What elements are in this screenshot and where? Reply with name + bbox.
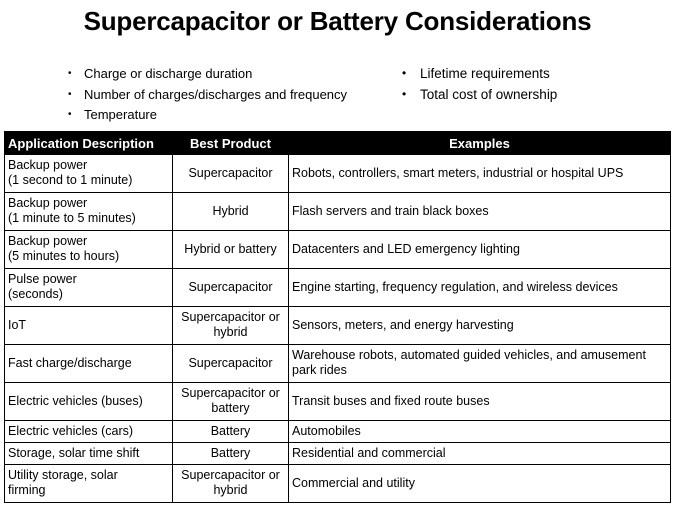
application-description-cell xyxy=(5,155,173,193)
best-product-cell: Hybrid or battery xyxy=(173,231,289,269)
application-description-cell: Electric vehicles (cars) xyxy=(5,421,173,443)
considerations-list-left xyxy=(66,64,347,126)
examples-cell: Sensors, meters, and energy harvesting xyxy=(289,307,671,345)
bullet-item: • Total cost of ownership xyxy=(402,84,557,105)
examples-cell: Commercial and utility xyxy=(289,465,671,503)
best-product-cell: Supercapacitor xyxy=(173,155,289,193)
examples-cell: Transit buses and fixed route buses xyxy=(289,383,671,421)
application-description-cell: IoT xyxy=(5,307,173,345)
best-product-cell: Battery xyxy=(173,443,289,465)
application-description-cell xyxy=(5,465,173,503)
table-row xyxy=(5,269,671,307)
cell-line: (1 minute to 5 minutes) xyxy=(8,211,136,225)
best-product-cell xyxy=(173,383,289,421)
application-description-cell: Fast charge/discharge xyxy=(5,345,173,383)
examples-cell: Residential and commercial xyxy=(289,443,671,465)
table-row xyxy=(5,345,671,383)
best-product-cell: Hybrid xyxy=(173,193,289,231)
cell-line: Backup power xyxy=(8,158,88,172)
application-description-cell xyxy=(5,231,173,269)
table-row xyxy=(5,155,671,193)
table-row xyxy=(5,193,671,231)
cell-line: (5 minutes to hours) xyxy=(8,249,120,263)
examples-cell: Datacenters and LED emergency lighting xyxy=(289,231,671,269)
bullet-item: • Temperature xyxy=(66,105,347,126)
table-row xyxy=(5,465,671,503)
examples-cell: Robots, controllers, smart meters, industrial or hospital UPS xyxy=(289,155,671,193)
bullet-item: • Lifetime requirements xyxy=(402,63,557,84)
considerations-list-right xyxy=(402,63,557,105)
cell-line: (1 second to 1 minute) xyxy=(8,173,133,187)
best-product-cell: Supercapacitor xyxy=(173,345,289,383)
cell-line: battery xyxy=(211,401,250,415)
table-row xyxy=(5,443,671,465)
cell-line: Pulse power xyxy=(8,272,77,286)
application-description-cell xyxy=(5,269,173,307)
table-row xyxy=(5,421,671,443)
best-product-cell xyxy=(173,307,289,345)
header-application-description: Application Description xyxy=(5,132,173,155)
header-examples: Examples xyxy=(289,132,671,155)
cell-line: Backup power xyxy=(8,196,88,210)
cell-line: Supercapacitor or xyxy=(181,386,280,400)
application-description-cell: Electric vehicles (buses) xyxy=(5,383,173,421)
table-row xyxy=(5,383,671,421)
examples-cell: Flash servers and train black boxes xyxy=(289,193,671,231)
cell-line: (seconds) xyxy=(8,287,63,301)
table-header-row xyxy=(5,132,671,155)
examples-cell: Automobiles xyxy=(289,421,671,443)
table-row xyxy=(5,231,671,269)
cell-line: hybrid xyxy=(213,483,248,497)
bullet-item: • Number of charges/discharges and frequency xyxy=(66,85,347,106)
table-row xyxy=(5,307,671,345)
cell-line: Backup power xyxy=(8,234,88,248)
applications-table xyxy=(4,131,671,503)
cell-line: hybrid xyxy=(213,325,248,339)
cell-line: firming xyxy=(8,483,46,497)
header-best-product: Best Product xyxy=(173,132,289,155)
application-description-cell: Storage, solar time shift xyxy=(5,443,173,465)
best-product-cell: Battery xyxy=(173,421,289,443)
application-description-cell xyxy=(5,193,173,231)
best-product-cell: Supercapacitor xyxy=(173,269,289,307)
examples-cell: Engine starting, frequency regulation, and wireless devices xyxy=(289,269,671,307)
bullet-item: • Charge or discharge duration xyxy=(66,64,347,85)
slide-title: Supercapacitor or Battery Considerations xyxy=(83,6,592,36)
best-product-cell xyxy=(173,465,289,503)
examples-cell: Warehouse robots, automated guided vehicles, and amusement park rides xyxy=(289,345,671,383)
cell-line: Supercapacitor or xyxy=(181,310,280,324)
cell-line: Utility storage, solar xyxy=(8,468,118,482)
cell-line: Supercapacitor or xyxy=(181,468,280,482)
